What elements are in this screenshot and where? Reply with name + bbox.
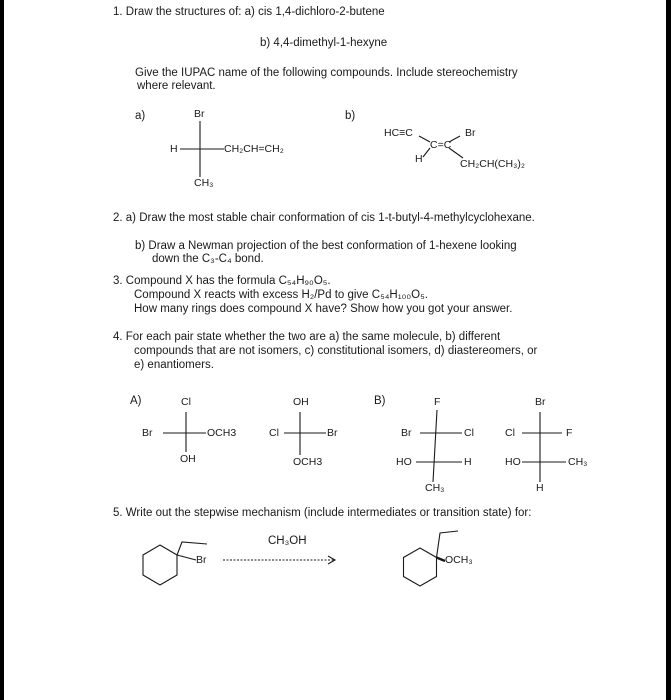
- q3-line1: 3. Compound X has the formula C₅₄H₉₀O₅.: [113, 275, 331, 287]
- q1-line2: b) 4,4-dimethyl-1-hexyne: [260, 37, 388, 49]
- q1a-right: CH₂CH=CH₂: [224, 143, 284, 155]
- q4-b2-bottom: H: [536, 482, 544, 494]
- q4-b2-r1: F: [566, 427, 573, 439]
- q4-line3: e) enantiomers.: [134, 359, 214, 371]
- q4-a-label: A): [130, 395, 142, 407]
- q4-a2-bonds: [284, 412, 326, 455]
- q1-instructions-cont: where relevant.: [137, 80, 216, 92]
- q4-b2-l2: HO: [505, 456, 521, 468]
- q1-instructions: Give the IUPAC name of the following compounds. Include stereochemistry: [135, 67, 518, 79]
- q1b-label: b): [345, 110, 356, 122]
- q2b: b) Draw a Newman projection of the best conformation of 1-hexene looking: [135, 240, 517, 252]
- q4-b1-r1: Cl: [464, 427, 474, 439]
- q4-b1-bottom: CH₃: [425, 482, 445, 494]
- q4-b1-bonds: [416, 410, 462, 482]
- q4-line1: 4. For each pair state whether the two are a) the same molecule, b) different: [113, 331, 501, 343]
- q4-a1-left: Br: [142, 427, 153, 439]
- q1b-cc: C=C: [430, 139, 452, 151]
- q2b-cont: down the C₃-C₄ bond.: [152, 253, 264, 265]
- q1b-alkyne: HC≡C: [384, 127, 413, 139]
- q4-b2-l1: Cl: [505, 427, 515, 439]
- q4-b-label: B): [374, 395, 386, 407]
- q4-a2-top: OH: [293, 396, 309, 408]
- q4-b1-l1: Br: [401, 427, 412, 439]
- q4-b2-bonds: [522, 412, 566, 482]
- q4-b1-r2: H: [464, 456, 472, 468]
- q1b-chain: CH₂CH(CH₃)₂: [460, 158, 525, 170]
- q2a: 2. a) Draw the most stable chair conformation of cis 1-t-butyl-4-methylcyclohexane.: [113, 212, 535, 224]
- q1a-bottom: CH₃: [194, 177, 214, 189]
- q4-b2-top: Br: [535, 396, 546, 408]
- q4-a2-right: Br: [327, 427, 338, 439]
- q1a-left: H: [170, 143, 178, 155]
- q4-a1-top: Cl: [181, 396, 191, 408]
- q3-line2: Compound X reacts with excess H₂/Pd to give C₅₄H₁₀₀O₅.: [134, 289, 428, 301]
- reaction-arrow: [223, 556, 335, 564]
- q4-a1-bonds: [163, 412, 206, 452]
- q5-product-och3: OCH₃: [445, 554, 473, 566]
- q4-b1-l2: HO: [396, 456, 412, 468]
- q1a-fischer-bonds: [180, 121, 224, 177]
- q4-b2-r2: CH₃: [568, 456, 588, 468]
- q4-a2-left: Cl: [269, 427, 279, 439]
- q1b-br: Br: [465, 127, 476, 139]
- q1a-label: a): [135, 110, 146, 122]
- q4-a1-right: OCH3: [207, 427, 237, 439]
- q5-line1: 5. Write out the stepwise mechanism (include intermediates or transition state) for:: [113, 507, 532, 519]
- q3-line3: How many rings does compound X have? Show how you got your answer.: [134, 303, 513, 315]
- q1a-top: Br: [194, 108, 205, 120]
- q4-line2: compounds that are not isomers, c) constitutional isomers, d) diastereomers, or: [134, 345, 538, 357]
- q4-a2-bottom: OCH3: [293, 456, 323, 468]
- q1-line1: 1. Draw the structures of: a) cis 1,4-dichloro-2-butene: [113, 6, 385, 18]
- q4-a1-bottom: OH: [180, 453, 196, 465]
- q5-reactant-br: Br: [196, 554, 207, 566]
- q5-reagent: CH₃OH: [268, 535, 307, 547]
- q4-b1-top: F: [434, 396, 441, 408]
- q1b-h: H: [415, 153, 423, 165]
